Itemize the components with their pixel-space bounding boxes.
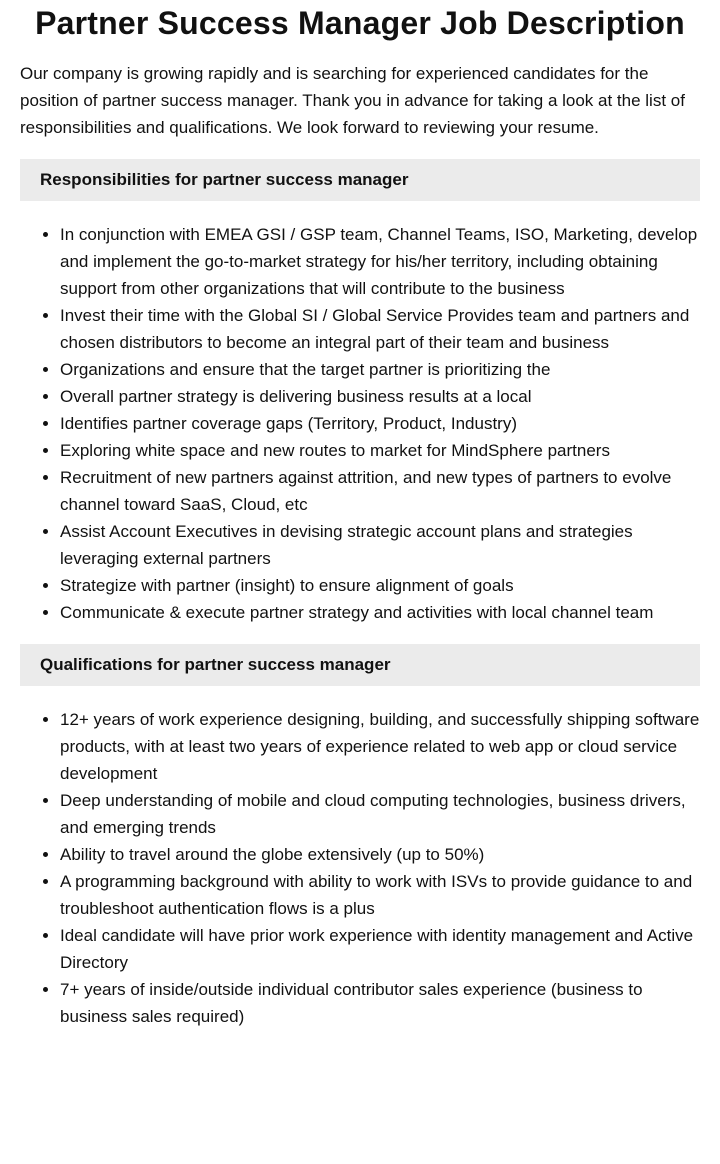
list-item: • Invest their time with the Global SI / Global Service Provides team and partners and chosen distributors to become an integral part of their team and business: [60, 302, 700, 356]
list-item: • A programming background with ability to work with ISVs to provide guidance to and troubleshoot authentication flows is a plus: [60, 868, 700, 922]
list-item: • Ideal candidate will have prior work experience with identity management and Active Directory: [60, 922, 700, 976]
qualifications-list: [20, 706, 700, 1030]
list-item: • Overall partner strategy is delivering business results at a local: [60, 383, 700, 410]
list-item: • Deep understanding of mobile and cloud computing technologies, business drivers, and emerging trends: [60, 787, 700, 841]
page-title: Partner Success Manager Job Description: [35, 5, 685, 41]
list-item: • Organizations and ensure that the target partner is prioritizing the: [60, 356, 700, 383]
list-item: • Ability to travel around the globe extensively (up to 50%): [60, 841, 700, 868]
list-item: • 7+ years of inside/outside individual contributor sales experience (business to business sales required): [60, 976, 700, 1030]
list-item: • In conjunction with EMEA GSI / GSP team, Channel Teams, ISO, Marketing, develop and implement the go-to-market strategy for his/her territory, including obtaining support from other organizations that will contribute to the business: [60, 221, 700, 302]
list-item: • Recruitment of new partners against attrition, and new types of partners to evolve channel toward SaaS, Cloud, etc: [60, 464, 700, 518]
responsibilities-heading: Responsibilities for partner success manager: [20, 159, 700, 201]
responsibilities-list: [20, 221, 700, 626]
qualifications-heading: Qualifications for partner success manager: [20, 644, 700, 686]
list-item: • Exploring white space and new routes to market for MindSphere partners: [60, 437, 700, 464]
list-item: • Communicate & execute partner strategy and activities with local channel team: [60, 599, 700, 626]
list-item: • 12+ years of work experience designing, building, and successfully shipping software products, with at least two years of experience related to web app or cloud service development: [60, 706, 700, 787]
list-item: • Identifies partner coverage gaps (Territory, Product, Industry): [60, 410, 700, 437]
list-item: • Strategize with partner (insight) to ensure alignment of goals: [60, 572, 700, 599]
list-item: • Assist Account Executives in devising strategic account plans and strategies leveraging external partners: [60, 518, 700, 572]
intro-paragraph: Our company is growing rapidly and is searching for experienced candidates for the position of partner success manager. Thank you in advance for taking a look at the list of responsibilities and qualifications. We look forward to reviewing your resume.: [20, 64, 685, 137]
